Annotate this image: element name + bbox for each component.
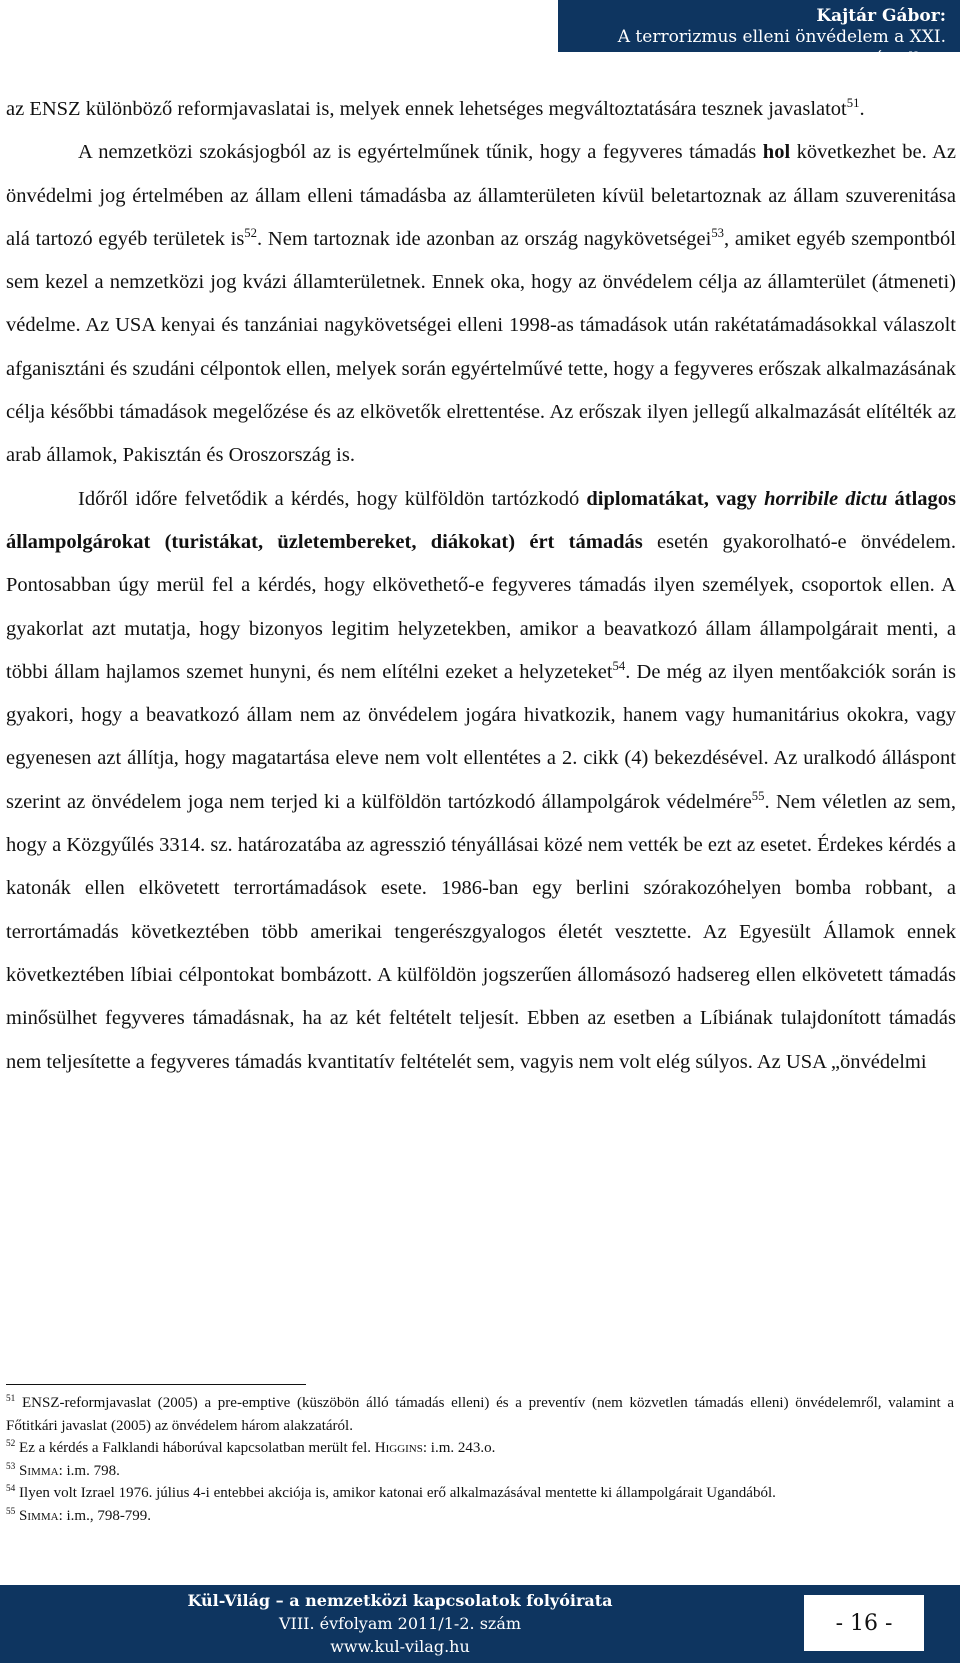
bold-term: diplomatákat, vagy [586, 487, 757, 510]
text-run: . Nem véletlen az sem, hogy a Közgyűlés 3314. sz. határozatába az agresszió tényállásai közé nem vették be ezt az esetet. Érdekes kérdés a katonák ellen elkövetett terrortámadások esete. 1986-ban egy berlini szórakozóhelyen bomba robbant, a terrortámadás következtében több amerikai tengerészgyalogos életét vesztette. Az Egyesült Államok ennek következtében líbiai célpontokat bombázott. A külföldön jogszerűen állomásozó hadsereg ellen elkövetett támadás minősülhet fegyveres támadásnak, ha az két feltételt teljesít. Ebben az esetben a Líbiának tulajdonított támadás nem teljesítette a fegyveres támadás kvantitatív feltételét sem, vagyis nem volt elég súlyos. Az USA „önvédelmi [6, 790, 956, 1073]
footnote-text: Ez a kérdés a Falklandi háborúval kapcsolatban merült fel. [19, 1440, 375, 1456]
bold-phrase: átlagos állampolgárokat (turistákat, üzletembereket, diákokat) ért támadás [6, 487, 957, 553]
footnote-ref-51: 51 [846, 96, 860, 111]
footnote-text: ENSZ-reformjavaslat (2005) a pre-emptive (küszöbön álló támadás elleni) és a preventív (nem közvetlen támadás elleni) önvédelemről, valamint a Főtitkári javaslat (2005) az önvédelem három alakzatáról. [6, 1395, 954, 1434]
text-run: esetén gyakorolható-e önvédelem. Pontosabban úgy merül fel a kérdés, hogy elkövethető-e fegyveres támadás ilyen személyek, csoportok ellen. A gyakorlat azt mutatja, hogy bizonyos legitim helyzetekben, amikor a beavatkozó állam állampolgárait menti, a többi állam hajlamos szemet hunyni, és nem elítélni ezeket a helyzeteket [6, 530, 956, 683]
main-text [6, 88, 956, 1084]
footnote-number: 54 [6, 1484, 16, 1494]
footnote-55 [6, 1505, 954, 1528]
text-run: . De még az ilyen mentőakciók során is gyakori, hogy a beavatkozó állam nem az önvédelem jogára hivatkozik, hanem vagy humanitárius okokra, vagy egyenesen azt állítja, hogy magatartása eleve nem volt ellentétes a 2. cikk (4) bekezdésével. Az uralkodó álláspont szerint az önvédelem joga nem terjed ki a külföldön tartózkodó állampolgárok védelmére [6, 660, 956, 813]
footnote-ref-52: 52 [244, 226, 257, 241]
footnote-ref-54: 54 [612, 659, 626, 674]
footnote-number: 52 [6, 1439, 16, 1449]
page-number: - 16 - [804, 1595, 924, 1651]
text-run: , amiket egyéb szempontból sem kezel a nemzetközi jog kvázi államterületnek. Ennek oka, hogy az önvédelem célja az államterület (átmeneti) védelme. Az USA kenyai és tanzániai nagykövetségei elleni 1998-as támadások után rakétatámadásokkal válaszolt afganisztáni és szudáni célpontok ellen, melyek során egyértelművé tette, hogy a fegyveres erőszak alkalmazásának célja későbbi támadások megelőzése és az elkövetők elrettentése. Az erőszak ilyen jellegű alkalmazását elítélték az arab államok, Pakisztán és Oroszország is. [6, 227, 957, 467]
footnote-53 [6, 1460, 954, 1483]
bold-term: hol [762, 141, 791, 164]
author-name: Simma [19, 1507, 59, 1524]
footnote-text: : i.m., 798-799. [58, 1507, 152, 1524]
footnote-52 [6, 1437, 954, 1460]
italic-phrase: horribile dictu [764, 487, 888, 510]
journal-issue: VIII. évfolyam 2011/1-2. szám [278, 1614, 522, 1633]
footnote-text: : i.m. 243.o. [422, 1440, 496, 1456]
paragraph-3 [6, 478, 956, 1084]
footnote-number: 51 [6, 1394, 16, 1404]
journal-info [150, 1589, 650, 1658]
paragraph-1 [6, 88, 956, 131]
text-run: . [859, 98, 865, 120]
text-run: A nemzetközi szokásjogból az is egyértelműnek tűnik, hogy a fegyveres támadás [78, 141, 763, 164]
footnote-ref-53: 53 [711, 226, 725, 241]
footnote-number: 53 [6, 1461, 16, 1472]
footnote-text: : i.m. 798. [58, 1462, 120, 1479]
footnote-text: Ilyen volt Izrael 1976. július 4-i entebbei akciója is, amikor katonai erő alkalmazásával mentette ki állampolgárait Ugandából. [19, 1485, 776, 1501]
text-run: az ENSZ különböző reformjavaslatai is, melyek ennek lehetséges megváltoztatására tesznek javaslatot [6, 98, 847, 120]
text-run: Időről időre felvetődik a kérdés, hogy külföldön tartózkodó [78, 487, 587, 510]
footnote-54 [6, 1482, 954, 1505]
footnote-number: 55 [6, 1506, 16, 1517]
header-author: Kajtár Gábor: [816, 6, 946, 26]
author-name: Higgins [374, 1440, 423, 1456]
text-run: . Nem tartoznak ide azonban az ország nagykövetségei [257, 227, 712, 250]
footnote-separator [6, 1384, 306, 1385]
paragraph-2 [6, 131, 956, 477]
journal-url[interactable]: www.kul-vilag.hu [330, 1637, 470, 1656]
footnote-51 [6, 1392, 954, 1437]
journal-name: Kül-Világ – a nemzetközi kapcsolatok folyóirata [187, 1591, 613, 1610]
running-header [558, 0, 960, 69]
running-footer [0, 1585, 960, 1663]
text-run: következhet be. Az önvédelmi jog értelmében az állam elleni támadásba az államterületen kívül beletartoznak az állam szuverenitása alá tartozó egyéb területek is [6, 141, 956, 250]
footnote-ref-55: 55 [751, 788, 765, 803]
author-name: Simma [19, 1462, 59, 1479]
header-title: A terrorizmus elleni önvédelem a XXI. században [617, 27, 946, 69]
footnotes [6, 1392, 954, 1527]
